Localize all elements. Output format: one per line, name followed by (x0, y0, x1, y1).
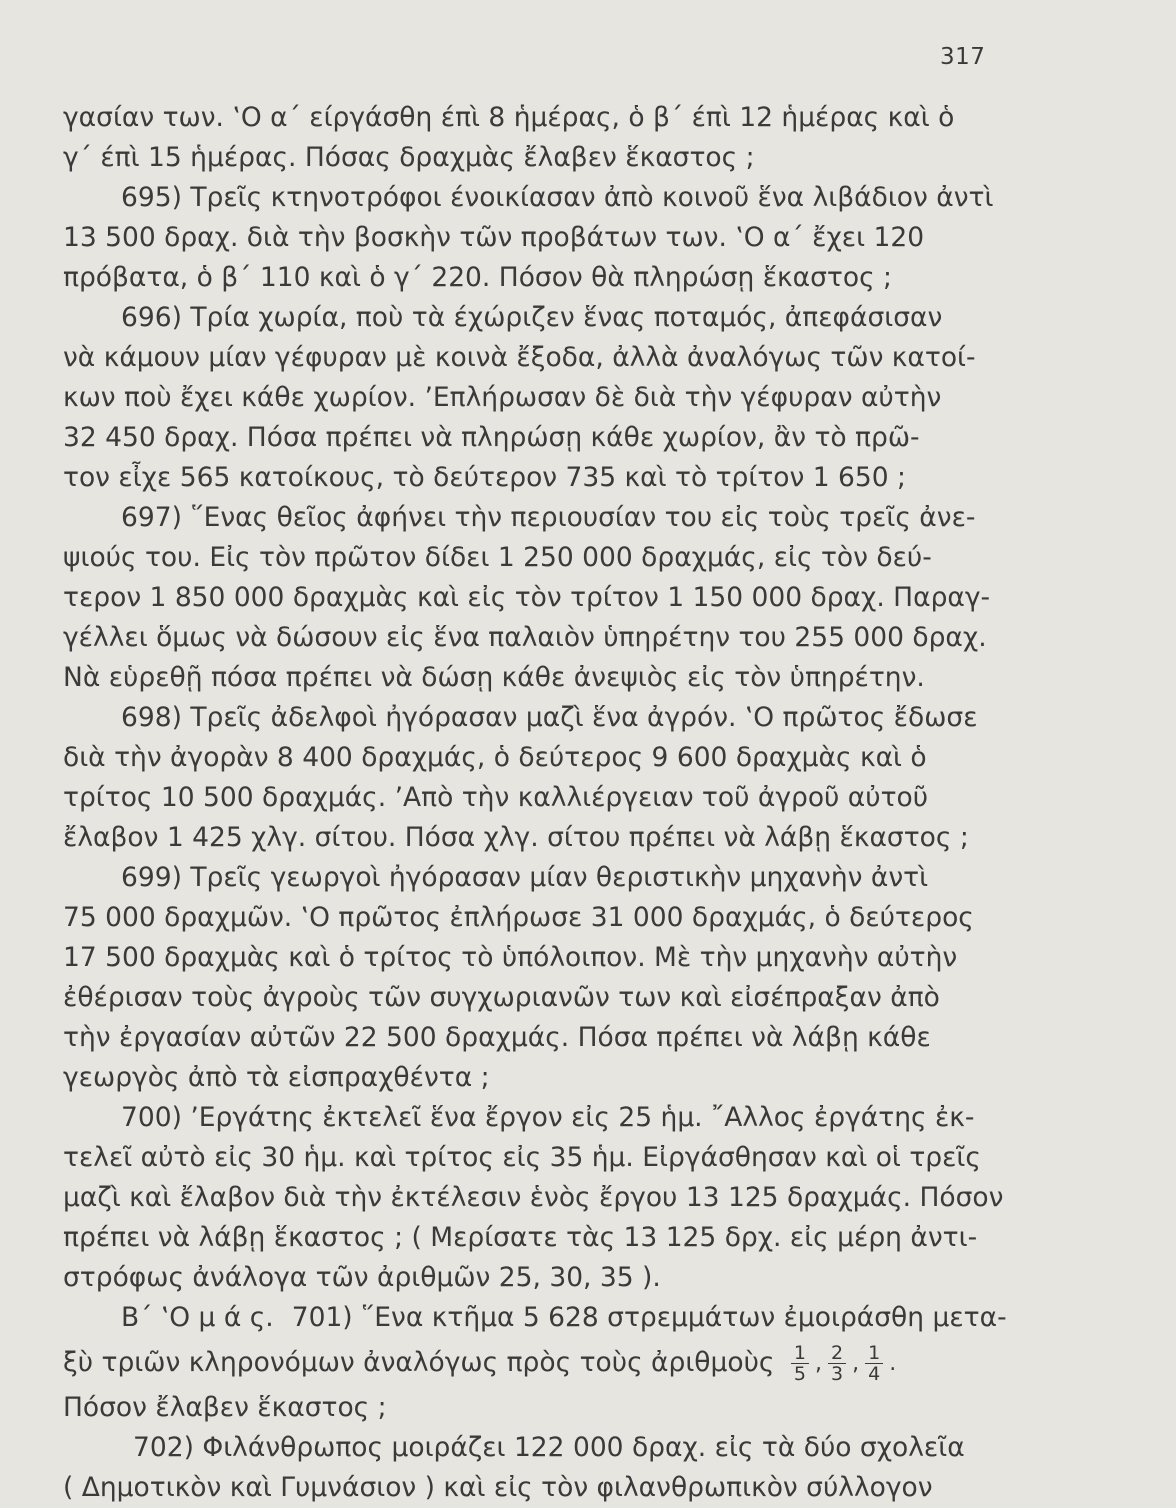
text-line: τελεῖ αὐτὸ εἰς 30 ἡμ. καὶ τρίτος εἰς 35 ἡμ. Εἰργάσθησαν καὶ οἱ τρεῖς (63, 1142, 981, 1173)
fraction-one-fourth (865, 1343, 883, 1384)
text-line: ἐθέρισαν τοὺς ἀγροὺς τῶν συγχωριανῶν των καὶ εἰσέπραξαν ἀπὸ (63, 982, 940, 1013)
problem-695-start: 695) Τρεῖς κτηνοτρόφοι ένοικίασαν ἀπὸ κοινοῦ ἕνα λιβάδιον ἀντὶ (121, 182, 994, 213)
text-line: ( Δημοτικὸν καὶ Γυμνάσιον ) καὶ εἰς τὸν φιλανθρωπικὸν σύλλογον (63, 1472, 933, 1503)
fraction-two-thirds (828, 1343, 846, 1384)
text-line: 13 500 δραχ. διὰ τὴν βοσκὴν τῶν προβάτων των. ‛Ο α΄ ἔχει 120 (63, 222, 925, 253)
text-line: νὰ κάμουν μίαν γέφυραν μὲ κοινὰ ἔξοδα, ἀλλὰ ἀναλόγως τῶν κατοί- (63, 342, 976, 373)
text-line: γεωργὸς ἀπὸ τὰ εἰσπραχθέντα ; (63, 1062, 490, 1093)
text-line: στρόφως ἀνάλογα τῶν ἀριθμῶν 25, 30, 35 ). (63, 1262, 661, 1293)
fraction-numerator: 1 (791, 1343, 809, 1364)
fraction-line (63, 1338, 1103, 1388)
text-line: τὴν ἐργασίαν αὐτῶν 22 500 δραχμάς. Πόσα πρέπει νὰ λάβῃ κάθε (63, 1022, 931, 1053)
text-line: ψιούς του. Εἰς τὸν πρῶτον δίδει 1 250 000 δραχμάς, εἰς τὸν δεύ- (63, 542, 932, 573)
body-text (63, 98, 1103, 1508)
text-line: τρίτος 10 500 δραχμάς. ’Απὸ τὴν καλλιέργειαν τοῦ ἀγροῦ αὐτοῦ (63, 782, 929, 813)
problem-701-start: 701) ῞Ενα κτῆμα 5 628 στρεμμάτων ἐμοιράσθη μετα- (291, 1302, 1007, 1333)
text-line: τον εἶχε 565 κατοίκους, τὸ δεύτερον 735 καὶ τὸ τρίτον 1 650 ; (63, 462, 906, 493)
problem-700-start: 700) ’Εργάτης ἐκτελεῖ ἕνα ἔργον εἰς 25 ἡμ. ῎Αλλος ἐργάτης ἐκ- (121, 1102, 975, 1133)
problem-696-start: 696) Τρία χωρία, ποὺ τὰ έχώριζεν ἕνας ποταμός, ἀπεφάσισαν (121, 302, 943, 333)
text-line: μαζὶ καὶ ἔλαβον διὰ τὴν ἐκτέλεσιν ἑνὸς ἔργου 13 125 δραχμάς. Πόσον (63, 1182, 1004, 1213)
text-line: 32 450 δραχ. Πόσα πρέπει νὰ πληρώσῃ κάθε χωρίον, ἂν τὸ πρῶ- (63, 422, 920, 453)
text-line: 17 500 δραχμὰς καὶ ὁ τρίτος τὸ ὑπόλοιπον. Μὲ τὴν μηχανὴν αὐτὴν (63, 942, 958, 973)
section-b-line (63, 1298, 1103, 1338)
text-line: Πόσον ἔλαβεν ἕκαστος ; (63, 1392, 387, 1423)
fraction-one-fifth (791, 1343, 809, 1384)
problem-697-start: 697) ῞Ενας θεῖος ἀφήνει τὴν περιουσίαν του εἰς τοὺς τρεῖς ἀνε- (121, 502, 976, 533)
fraction-numerator: 2 (828, 1343, 846, 1364)
section-b-heading: Β΄ ‛Ο μ ά ς. (121, 1302, 274, 1333)
text-line: τερον 1 850 000 δραχμὰς καὶ εἰς τὸν τρίτον 1 150 000 δραχ. Παραγ- (63, 582, 991, 613)
text-line: γασίαν των. ‛Ο α΄ είργάσθη έπὶ 8 ἡμέρας, ὁ β΄ έπὶ 12 ἡμέρας καὶ ὁ (63, 102, 955, 133)
fraction-denominator: 3 (831, 1363, 844, 1386)
page-number: 317 (940, 44, 986, 70)
problem-699-start: 699) Τρεῖς γεωργοὶ ἠγόρασαν μίαν θεριστικὴν μηχανὴν ἀντὶ (121, 862, 929, 893)
text-line: γ΄ έπὶ 15 ἡμέρας. Πόσας δραχμὰς ἔλαβεν ἕκαστος ; (63, 142, 755, 173)
text-line: πρέπει νὰ λάβῃ ἕκαστος ; ( Μερίσατε τὰς 13 125 δρχ. εἰς μέρη ἀντι- (63, 1222, 978, 1253)
fraction-numerator: 1 (865, 1343, 883, 1364)
text-line: διὰ τὴν ἀγορὰν 8 400 δραχμάς, ὁ δεύτερος 9 600 δραχμὰς καὶ ὁ (63, 742, 927, 773)
text-line: Νὰ εὑρεθῇ πόσα πρέπει νὰ δώσῃ κάθε ἀνεψιὸς εἰς τὸν ὑπηρέτην. (63, 662, 925, 693)
fraction-denominator: 4 (868, 1363, 881, 1386)
problem-701-text: ξὺ τριῶν κληρονόμων ἀναλόγως πρὸς τοὺς ἀριθμοὺς (63, 1347, 775, 1378)
fraction-separator: , (815, 1350, 823, 1376)
fraction-end: . (889, 1350, 897, 1376)
text-line: 75 000 δραχμῶν. ‛Ο πρῶτος ἐπλήρωσε 31 000 δραχμάς, ὁ δεύτερος (63, 902, 974, 933)
problem-702-start: 702) Φιλάνθρωπος μοιράζει 122 000 δραχ. εἰς τὰ δύο σχολεῖα (133, 1432, 965, 1463)
fraction-group (789, 1338, 900, 1388)
problem-698-start: 698) Τρεῖς ἀδελφοὶ ἠγόρασαν μαζὶ ἕνα ἀγρόν. ‛Ο πρῶτος ἔδωσε (121, 702, 978, 733)
text-line: ἔλαβον 1 425 χλγ. σίτου. Πόσα χλγ. σίτου πρέπει νὰ λάβῃ ἕκαστος ; (63, 822, 969, 853)
fraction-denominator: 5 (793, 1363, 807, 1386)
text-line: κων ποὺ ἔχει κάθε χωρίον. ’Επλήρωσαν δὲ διὰ τὴν γέφυραν αὐτὴν (63, 382, 942, 413)
text-line: γέλλει ὅμως νὰ δώσουν εἰς ἕνα παλαιὸν ὑπηρέτην του 255 000 δραχ. (63, 622, 987, 653)
text-line: πρόβατα, ὁ β΄ 110 καὶ ὁ γ΄ 220. Πόσον θὰ πληρώσῃ ἕκαστος ; (63, 262, 892, 293)
fraction-separator: , (852, 1350, 860, 1376)
